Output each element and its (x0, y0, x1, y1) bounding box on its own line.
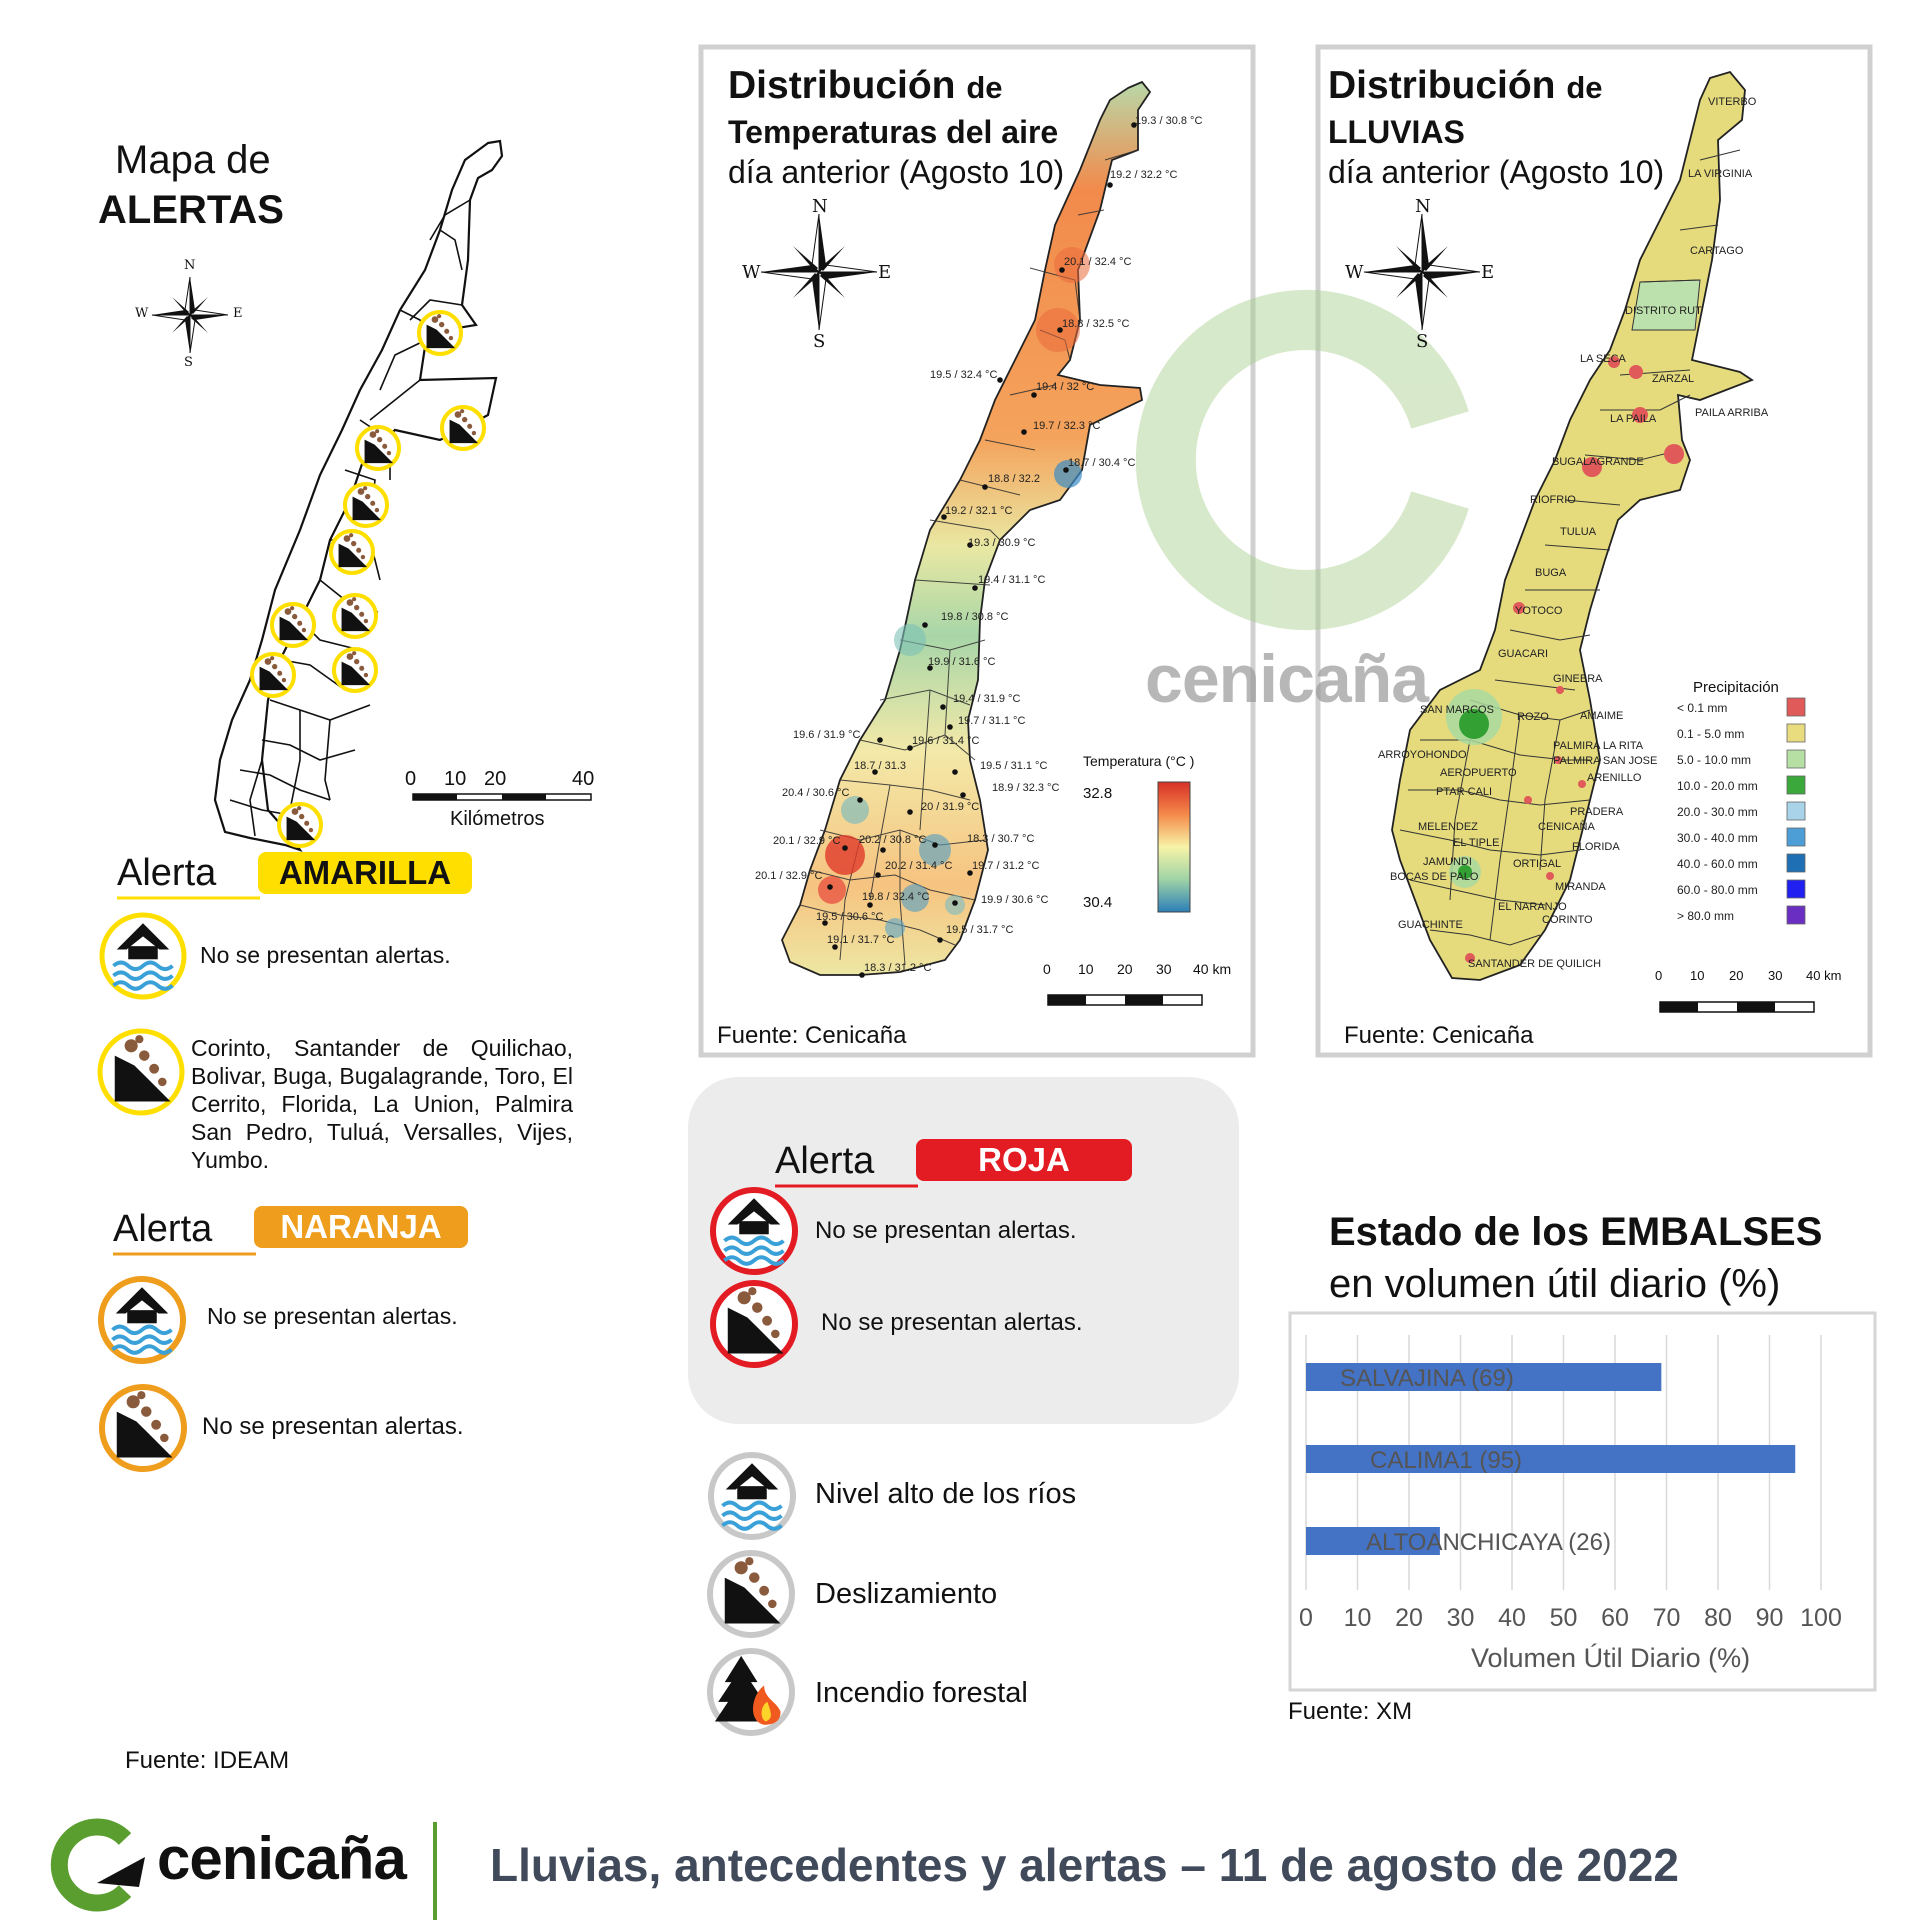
rain-source: Fuente: Cenicaña (1344, 1022, 1534, 1049)
chart-x-tick: 100 (1800, 1604, 1842, 1632)
chart-x-tick: 50 (1549, 1604, 1578, 1632)
alert-orange-flood-text: No se presentan alertas. (207, 1303, 458, 1329)
precip-legend-swatch (1787, 854, 1805, 872)
rain-place-label: ZARZAL (1652, 373, 1695, 385)
legend-flood-label: Nivel alto de los ríos (815, 1478, 1077, 1510)
compass-s-rain: S (1416, 331, 1429, 352)
scale-tick-10: 10 (444, 768, 467, 790)
rain-place-label: RIOFRIO (1530, 494, 1576, 506)
rain-place-label: MIRANDA (1555, 881, 1606, 893)
chart-x-tick: 90 (1755, 1604, 1784, 1632)
rain-place-label: LA PAILA (1610, 413, 1657, 425)
chart-data-label: CALIMA1 (95) (1370, 1447, 1523, 1474)
temperature-station-label: 18.3 / 30.7 °C (967, 833, 1035, 845)
precip-legend-label: < 0.1 mm (1677, 701, 1728, 715)
alert-yellow-badge: AMARILLA (258, 852, 472, 894)
legend-flood-icon (711, 1455, 793, 1537)
rain-legend-title: Precipitación (1693, 679, 1779, 696)
alert-orange-word: Alerta (113, 1208, 213, 1250)
temperature-station-label: 20.2 / 31.4 °C (885, 860, 953, 872)
rain-place-label: EL TIPLE (1453, 837, 1500, 849)
alert-orange-badge: NARANJA (254, 1206, 468, 1248)
temperature-station-label: 20 / 31.9 °C (921, 801, 980, 813)
temperature-station-label: 19.7 / 32.3 °C (1033, 420, 1101, 432)
temperature-station-label: 19.4 / 31.9 °C (953, 693, 1021, 705)
red-landslide-icon (713, 1283, 795, 1365)
rain-place-label: BUGA (1535, 567, 1567, 579)
temperature-station-label: 19.9 / 31.6 °C (928, 656, 996, 668)
reservoir-source: Fuente: XM (1288, 1698, 1413, 1725)
temperature-station-label: 19.5 / 31.1 °C (980, 760, 1048, 772)
compass-w-left: W (135, 306, 149, 321)
temperature-station-label: 20.1 / 32.9 °C (773, 835, 841, 847)
compass-n-temp: N (812, 196, 828, 217)
temp-scale-10: 10 (1078, 961, 1094, 977)
map-landslide-marker (357, 427, 399, 469)
temperature-station-label: 18.3 / 31.2 °C (864, 962, 932, 974)
yellow-flood-icon (102, 915, 184, 997)
temperature-station-dot (1021, 429, 1027, 435)
rain-place-label: BOCAS DE PALO (1390, 871, 1479, 883)
alert-yellow-landslide-text: Corinto, Santander de Quilichao, Bolivar, Buga, Bugalagrande, Toro, El Cerrito, Florida, La Union, Palmira San Pedro, Tuluá, Versalles, Vijes, Yumbo. (191, 1035, 573, 1173)
temperature-station-label: 18.9 / 32.3 °C (992, 782, 1060, 794)
temp-scale-40: 40 km (1193, 961, 1232, 977)
scale-tick-20: 20 (484, 768, 507, 790)
temperature-station-dot (1107, 182, 1113, 188)
rain-place-label: GINEBRA (1553, 673, 1603, 685)
alert-red-flood-text: No se presentan alertas. (815, 1217, 1077, 1244)
compass-n-rain: N (1415, 196, 1431, 217)
rain-place-label: PALMIRA LA RITA (1553, 740, 1644, 752)
temperature-station-label: 19.2 / 32.2 °C (1110, 169, 1178, 181)
rain-place-label: TULUA (1560, 526, 1597, 538)
rain-place-label: CARTAGO (1690, 245, 1744, 257)
legend-wildfire-label: Incendio forestal (815, 1677, 1028, 1709)
chart-x-tick: 10 (1343, 1604, 1372, 1632)
temperature-station-dot (827, 884, 833, 890)
temperature-station-dot (972, 585, 978, 591)
rain-place-label: AEROPUERTO (1440, 767, 1517, 779)
rain-place-label: MELENDEZ (1418, 821, 1478, 833)
rain-place-label: SAN MARCOS (1420, 704, 1494, 716)
rain-place-label: EL NARANJO (1498, 901, 1567, 913)
temperature-station-dot (842, 845, 848, 851)
scale-bar-temp (1048, 995, 1202, 1005)
temperature-station-dot (997, 377, 1003, 383)
temperature-station-dot (880, 847, 886, 853)
rain-place-label: PAILA ARRIBA (1695, 407, 1769, 419)
rain-scale-20: 20 (1729, 968, 1744, 983)
rain-scale-40: 40 km (1806, 968, 1842, 983)
legend-wildfire-icon (710, 1651, 792, 1733)
temperature-station-label: 20.4 / 30.6 °C (782, 787, 850, 799)
temperature-station-dot (857, 797, 863, 803)
temp-source: Fuente: Cenicaña (717, 1022, 907, 1049)
rain-place-label: CENICAÑA (1538, 821, 1595, 833)
temperature-station-label: 19.5 / 31.7 °C (946, 924, 1014, 936)
temperature-station-dot (1059, 267, 1065, 273)
yellow-landslide-icon (100, 1031, 182, 1113)
temp-title-line2: Temperaturas del aire (728, 114, 1059, 150)
rain-place-label: SANTANDER DE QUILICH (1468, 958, 1602, 970)
chart-x-tick: 70 (1652, 1604, 1681, 1632)
temp-title-line3: día anterior (Agosto 10) (728, 154, 1065, 190)
chart-x-tick: 0 (1299, 1604, 1313, 1632)
rain-place-label: PTAR CALI (1436, 786, 1493, 798)
orange-landslide-icon (102, 1387, 184, 1469)
rain-scale-10: 10 (1690, 968, 1705, 983)
temperature-station-dot (932, 842, 938, 848)
temp-legend-min: 30.4 (1083, 894, 1113, 911)
precip-legend-label: 5.0 - 10.0 mm (1677, 753, 1752, 767)
precip-legend-label: 40.0 - 60.0 mm (1677, 857, 1758, 871)
precip-legend-label: 60.0 - 80.0 mm (1677, 883, 1758, 897)
rain-place-label: AMAIME (1580, 710, 1624, 722)
rain-place-label: PRADERA (1570, 806, 1624, 818)
rain-place-label: LA VIRGINIA (1688, 168, 1753, 180)
chart-data-label: ALTOANCHICAYA (26) (1366, 1529, 1611, 1556)
temperature-station-dot (867, 902, 873, 908)
reservoir-title-line1: Estado de los EMBALSES (1329, 1210, 1823, 1254)
footer-title: Lluvias, antecedentes y alertas – 11 de agosto de 2022 (490, 1839, 1679, 1891)
alert-red-badge: ROJA (916, 1139, 1132, 1181)
scale-bar-left (413, 794, 591, 800)
rain-place-label: CORINTO (1542, 914, 1593, 926)
temperature-station-label: 18.8 / 32.5 °C (1062, 318, 1130, 330)
rain-place-label: GUACHINTE (1398, 919, 1463, 931)
temperature-station-label: 19.1 / 31.7 °C (827, 934, 895, 946)
temperature-station-label: 18.7 / 31.3 (854, 760, 906, 772)
compass-rose-left (152, 277, 228, 353)
footer-brand: cenicaña (157, 1825, 406, 1892)
temperature-station-label: 20.1 / 32.9 °C (755, 870, 823, 882)
temperature-station-dot (960, 792, 966, 798)
temp-legend-title: Temperatura (°C ) (1083, 753, 1195, 769)
cenicana-footer-logo (59, 1827, 145, 1903)
chart-x-tick: 80 (1704, 1604, 1732, 1632)
legend-landslide-icon (710, 1553, 792, 1635)
temperature-station-label: 18.7 / 30.4 °C (1068, 457, 1136, 469)
rain-place-label: LA SECA (1580, 353, 1626, 365)
precip-legend-swatch (1787, 828, 1805, 846)
temperature-station-label: 19.9 / 30.6 °C (981, 894, 1049, 906)
chart-x-tick: 40 (1498, 1604, 1526, 1632)
precip-legend-label: 30.0 - 40.0 mm (1677, 831, 1758, 845)
compass-e-rain: E (1481, 262, 1495, 283)
temperature-station-dot (907, 809, 913, 815)
temperature-legend-bar (1158, 782, 1190, 912)
rain-place-label: GUACARI (1498, 648, 1549, 660)
temperature-station-dot (1031, 392, 1037, 398)
scale-bar-rain (1660, 1002, 1814, 1012)
temperature-station-dot (982, 484, 988, 490)
temperature-station-label: 19.5 / 32.4 °C (930, 369, 998, 381)
temperature-station-label: 20.1 / 32.4 °C (1064, 256, 1132, 268)
map-landslide-marker (442, 407, 484, 449)
rain-place-label: DISTRITO RUT (1625, 305, 1702, 317)
rain-title-line1: Distribución de (1328, 64, 1603, 107)
temp-title-line1: Distribución de (728, 64, 1003, 107)
map-landslide-marker (272, 604, 314, 646)
temperature-station-dot (937, 937, 943, 943)
temperature-station-label: 19.3 / 30.8 °C (1135, 115, 1203, 127)
rain-place-label: ROZO (1517, 711, 1549, 723)
precip-legend-label: 0.1 - 5.0 mm (1677, 727, 1745, 741)
rain-place-label: YOTOCO (1515, 605, 1563, 617)
precip-legend-swatch (1787, 698, 1805, 716)
compass-e-temp: E (878, 262, 892, 283)
precip-legend-label: > 80.0 mm (1677, 909, 1735, 923)
chart-x-tick: 60 (1601, 1604, 1629, 1632)
temperature-station-label: 19.3 / 30.9 °C (968, 537, 1036, 549)
compass-n-left: N (184, 258, 196, 273)
precip-legend-label: 10.0 - 20.0 mm (1677, 779, 1758, 793)
temperature-station-dot (952, 769, 958, 775)
temperature-station-dot (940, 704, 946, 710)
chart-data-label: SALVAJINA (69) (1340, 1365, 1514, 1392)
alert-yellow-flood-text: No se presentan alertas. (200, 942, 451, 968)
rain-place-label: PALMIRA SAN JOSE (1553, 755, 1658, 767)
compass-w-rain: W (1345, 262, 1364, 283)
temperature-station-label: 20.2 / 30.8 °C (859, 834, 927, 846)
compass-s-left: S (184, 355, 193, 370)
compass-s-temp: S (813, 331, 826, 352)
scale-unit: Kilómetros (450, 808, 545, 830)
temperature-station-label: 19.6 / 31.9 °C (793, 729, 861, 741)
temp-scale-20: 20 (1117, 961, 1133, 977)
rain-place-label: ARROYOHONDO (1378, 749, 1467, 761)
map-landslide-marker (331, 531, 373, 573)
temperature-station-label: 18.8 / 32.2 (988, 473, 1040, 485)
compass-e-left: E (233, 306, 243, 321)
alert-map-title-line1: Mapa de (115, 138, 271, 182)
temp-scale-30: 30 (1156, 961, 1172, 977)
map-landslide-marker (334, 595, 376, 637)
precip-legend-swatch (1787, 750, 1805, 768)
rain-place-label: JAMUNDI (1423, 856, 1472, 868)
temperature-station-dot (922, 622, 928, 628)
temperature-station-label: 19.6 / 31.4 °C (912, 735, 980, 747)
legend-landslide-label: Deslizamiento (815, 1578, 998, 1610)
precip-legend-swatch (1787, 724, 1805, 742)
temperature-station-label: 19.4 / 32 °C (1036, 381, 1095, 393)
temperature-station-label: 19.2 / 32.1 °C (945, 505, 1013, 517)
temperature-station-label: 19.4 / 31.1 °C (978, 574, 1046, 586)
rain-place-label: BUGALAGRANDE (1552, 456, 1644, 468)
rain-place-label: ARENILLO (1587, 772, 1642, 784)
watermark-text: cenicaña (1145, 641, 1429, 717)
rain-place-label: FLORIDA (1572, 841, 1620, 853)
alert-red-word: Alerta (775, 1140, 875, 1182)
temperature-station-label: 19.8 / 32.4 °C (862, 891, 930, 903)
red-flood-icon (713, 1190, 795, 1272)
rain-scale-30: 30 (1768, 968, 1783, 983)
map-landslide-marker (419, 312, 461, 354)
alert-map-title-line2: ALERTAS (98, 188, 284, 232)
temperature-station-dot (952, 900, 958, 906)
map-landslide-marker (279, 804, 321, 846)
scale-tick-0: 0 (405, 768, 417, 790)
precip-legend-swatch (1787, 802, 1805, 820)
compass-w-temp: W (742, 262, 761, 283)
scale-tick-40: 40 (572, 768, 595, 790)
temperature-station-dot (877, 737, 883, 743)
precip-legend-swatch (1787, 776, 1805, 794)
chart-x-tick: 30 (1446, 1604, 1475, 1632)
precip-legend-swatch (1787, 880, 1805, 898)
orange-flood-icon (101, 1279, 183, 1361)
rain-scale-0: 0 (1655, 968, 1663, 983)
precip-legend-swatch (1787, 906, 1805, 924)
temperature-station-label: 19.8 / 30.8 °C (941, 611, 1009, 623)
temperature-station-label: 19.7 / 31.1 °C (958, 715, 1026, 727)
rain-title-line2: LLUVIAS (1328, 114, 1465, 150)
precip-legend-label: 20.0 - 30.0 mm (1677, 805, 1758, 819)
alert-red-landslide-text: No se presentan alertas. (821, 1309, 1083, 1336)
alert-yellow-word: Alerta (117, 852, 217, 894)
alert-orange-landslide-text: No se presentan alertas. (202, 1413, 464, 1440)
temp-scale-0: 0 (1043, 961, 1051, 977)
temperature-station-label: 19.7 / 31.2 °C (972, 860, 1040, 872)
rain-title-line3: día anterior (Agosto 10) (1328, 154, 1665, 190)
temperature-station-dot (875, 872, 881, 878)
reservoir-title-line2: en volumen útil diario (%) (1329, 1262, 1781, 1306)
reservoir-x-axis-label: Volumen Útil Diario (%) (1471, 1643, 1751, 1673)
map-landslide-marker (345, 484, 387, 526)
map-landslide-marker (252, 654, 294, 696)
alert-map-source: Fuente: IDEAM (125, 1747, 290, 1774)
temperature-station-label: 19.5 / 30.6 °C (816, 911, 884, 923)
rain-place-label: VITERBO (1708, 96, 1757, 108)
temperature-station-dot (947, 724, 953, 730)
rain-place-label: ORTIGAL (1513, 858, 1562, 870)
temp-legend-max: 32.8 (1083, 785, 1113, 802)
map-landslide-marker (334, 649, 376, 691)
chart-x-tick: 20 (1395, 1604, 1423, 1632)
